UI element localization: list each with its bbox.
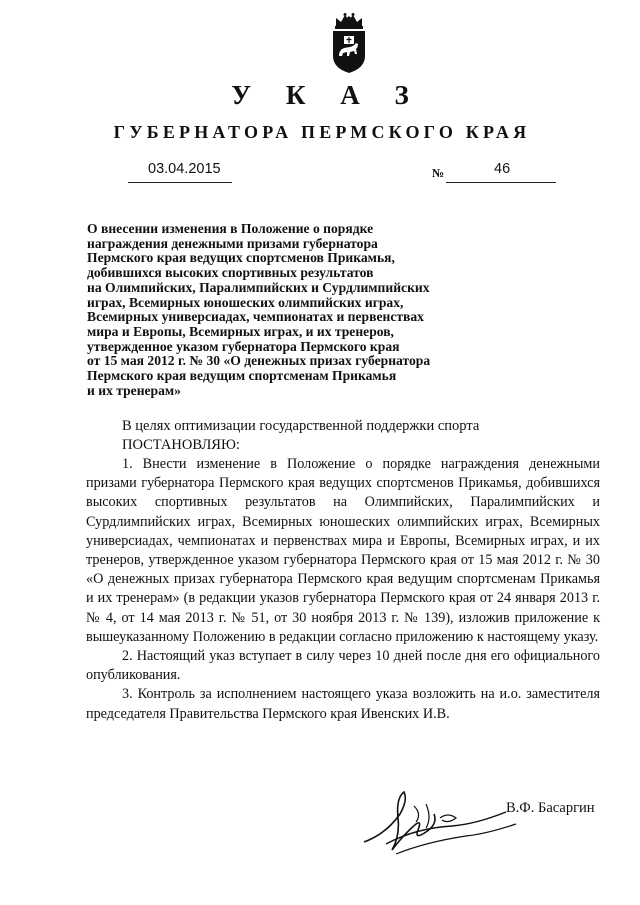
paragraph-2: 2. Настоящий указ вступает в силу через 10 дней после дня его официального опубликования. [86, 648, 600, 684]
number-sign: № [432, 166, 445, 180]
paragraph-3: 3. Контроль за исполнением настоящего указа возложить на и.о. заместителя председателя Правительства Пермского края Ивенских И.В. [86, 686, 600, 722]
decree-date: 03.04.2015 [148, 161, 221, 177]
subject-line: О внесении изменения в Положение о порядке [87, 221, 374, 236]
paragraph-1: 1. Внести изменение в Положение о порядке награждения денежными призами губернатора Пермского края ведущих спортсменов Прикамья, добившихся высоких спортивных результатов на Олимпийских, Паралимпийских и Сурдлимпийских играх, Всемирных юношеских олимпийских играх, Всемирных универсиадах, чемпионатах и первенствах мира и Европы, Всемирных играх, и их тренеров, утвержденное указом губернатора Пермского края от 15 мая 2012 г. № 30 «О денежных призах губернатора Пермского края ведущим спортсменам Прикамья и их тренерам» (в редакции указов губернатора Пермского края от 24 января 2013 г. № 4, от 14 мая 2013 г. № 51, от 30 ноября 2013 г. № 139), изложив приложение к вышеуказанному Положению в редакции согласно приложению к настоящему указу. [86, 456, 600, 645]
subject-line: Пермского края ведущих спортсменов Прикамья, [87, 250, 395, 266]
signer-name: В.Ф. Басаргин [506, 800, 595, 816]
subject-line: Пермского края ведущим спортсменам Прикамья [87, 368, 397, 384]
subject-line: добившихся высоких спортивных результатов [87, 265, 374, 281]
decree-subject [87, 222, 507, 398]
subject-line: и их тренерам» [87, 382, 181, 398]
coat-of-arms-icon [330, 12, 368, 74]
subject-line: награждения денежными призами губернатора [87, 235, 378, 251]
resolve-heading: ПОСТАНОВЛЯЮ: [122, 437, 240, 453]
subject-line: играх, Всемирных юношеских олимпийских играх, [87, 294, 404, 310]
subject-line: Всемирных универсиадах, чемпионатах и первенствах [87, 309, 424, 325]
preamble [122, 417, 479, 455]
decree-number: 46 [494, 161, 511, 177]
subject-line: на Олимпийских, Паралимпийских и Сурдлимпийских [87, 279, 430, 295]
preamble-purpose: В целях оптимизации государственной поддержки спорта [122, 418, 480, 434]
decree-number-field [446, 160, 556, 183]
subject-line: от 15 мая 2012 г. № 30 «О денежных призах губернатора [87, 353, 431, 369]
decree-body [86, 455, 600, 724]
decree-title: У К А З [231, 80, 423, 110]
subject-line: утвержденное указом губернатора Пермского края [87, 338, 400, 354]
signature-image [356, 784, 526, 859]
subject-line: мира и Европы, Всемирных играх, и их тренеров, [87, 323, 394, 339]
decree-issuer: ГУБЕРНАТОРА ПЕРМСКОГО КРАЯ [113, 122, 531, 142]
decree-date-field [128, 160, 232, 183]
